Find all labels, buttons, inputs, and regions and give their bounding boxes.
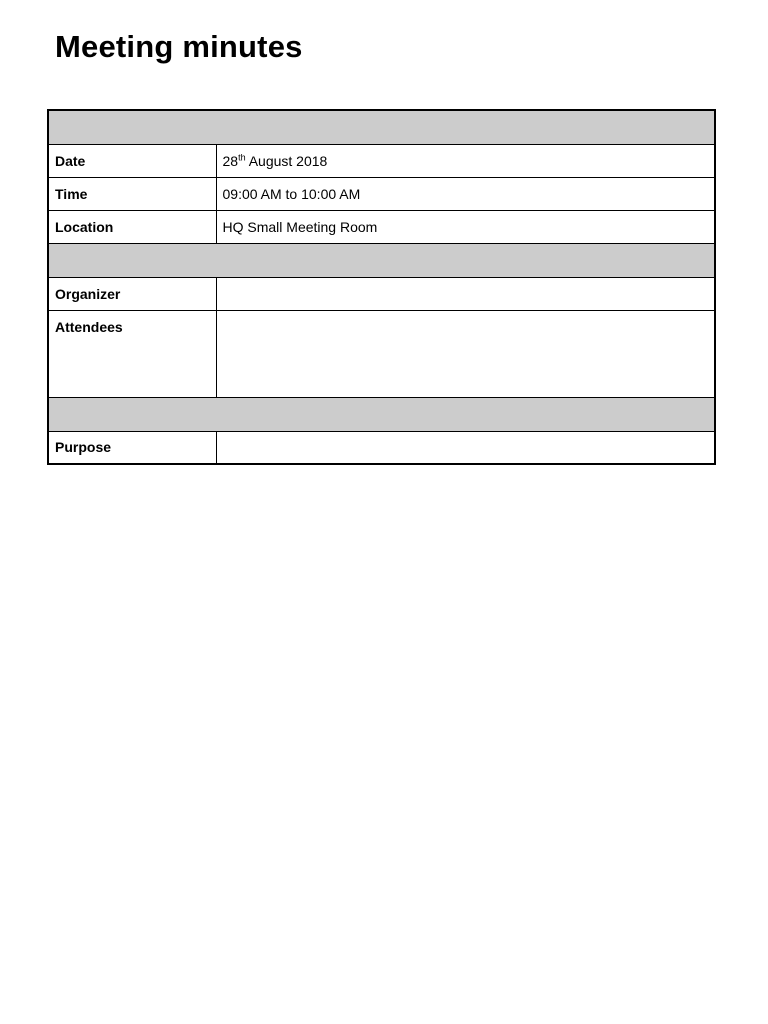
date-day: 28: [222, 152, 239, 169]
date-label: Date: [48, 144, 216, 177]
date-value[interactable]: [216, 144, 715, 177]
attendees-value[interactable]: [216, 310, 715, 397]
organizer-row: [48, 277, 715, 310]
purpose-label: Purpose: [48, 431, 216, 464]
section-header-row: [48, 110, 715, 144]
time-row: [48, 177, 715, 210]
section-header-row: [48, 397, 715, 431]
date-month-year: August 2018: [245, 152, 328, 169]
purpose-value[interactable]: [216, 431, 715, 464]
section-header-cell: [48, 397, 715, 431]
location-value[interactable]: HQ Small Meeting Room: [216, 210, 715, 243]
location-row: [48, 210, 715, 243]
section-header-row: [48, 243, 715, 277]
attendees-label: Attendees: [48, 310, 216, 397]
section-header-cell: [48, 243, 715, 277]
attendees-row: [48, 310, 715, 397]
time-value[interactable]: 09:00 AM to 10:00 AM: [216, 177, 715, 210]
page-title: Meeting minutes: [55, 29, 303, 64]
section-header-cell: [48, 110, 715, 144]
meeting-details-table: [47, 109, 716, 465]
time-label: Time: [48, 177, 216, 210]
date-row: [48, 144, 715, 177]
purpose-row: [48, 431, 715, 464]
organizer-label: Organizer: [48, 277, 216, 310]
location-label: Location: [48, 210, 216, 243]
organizer-value[interactable]: [216, 277, 715, 310]
date-day-suffix: th: [238, 151, 246, 162]
